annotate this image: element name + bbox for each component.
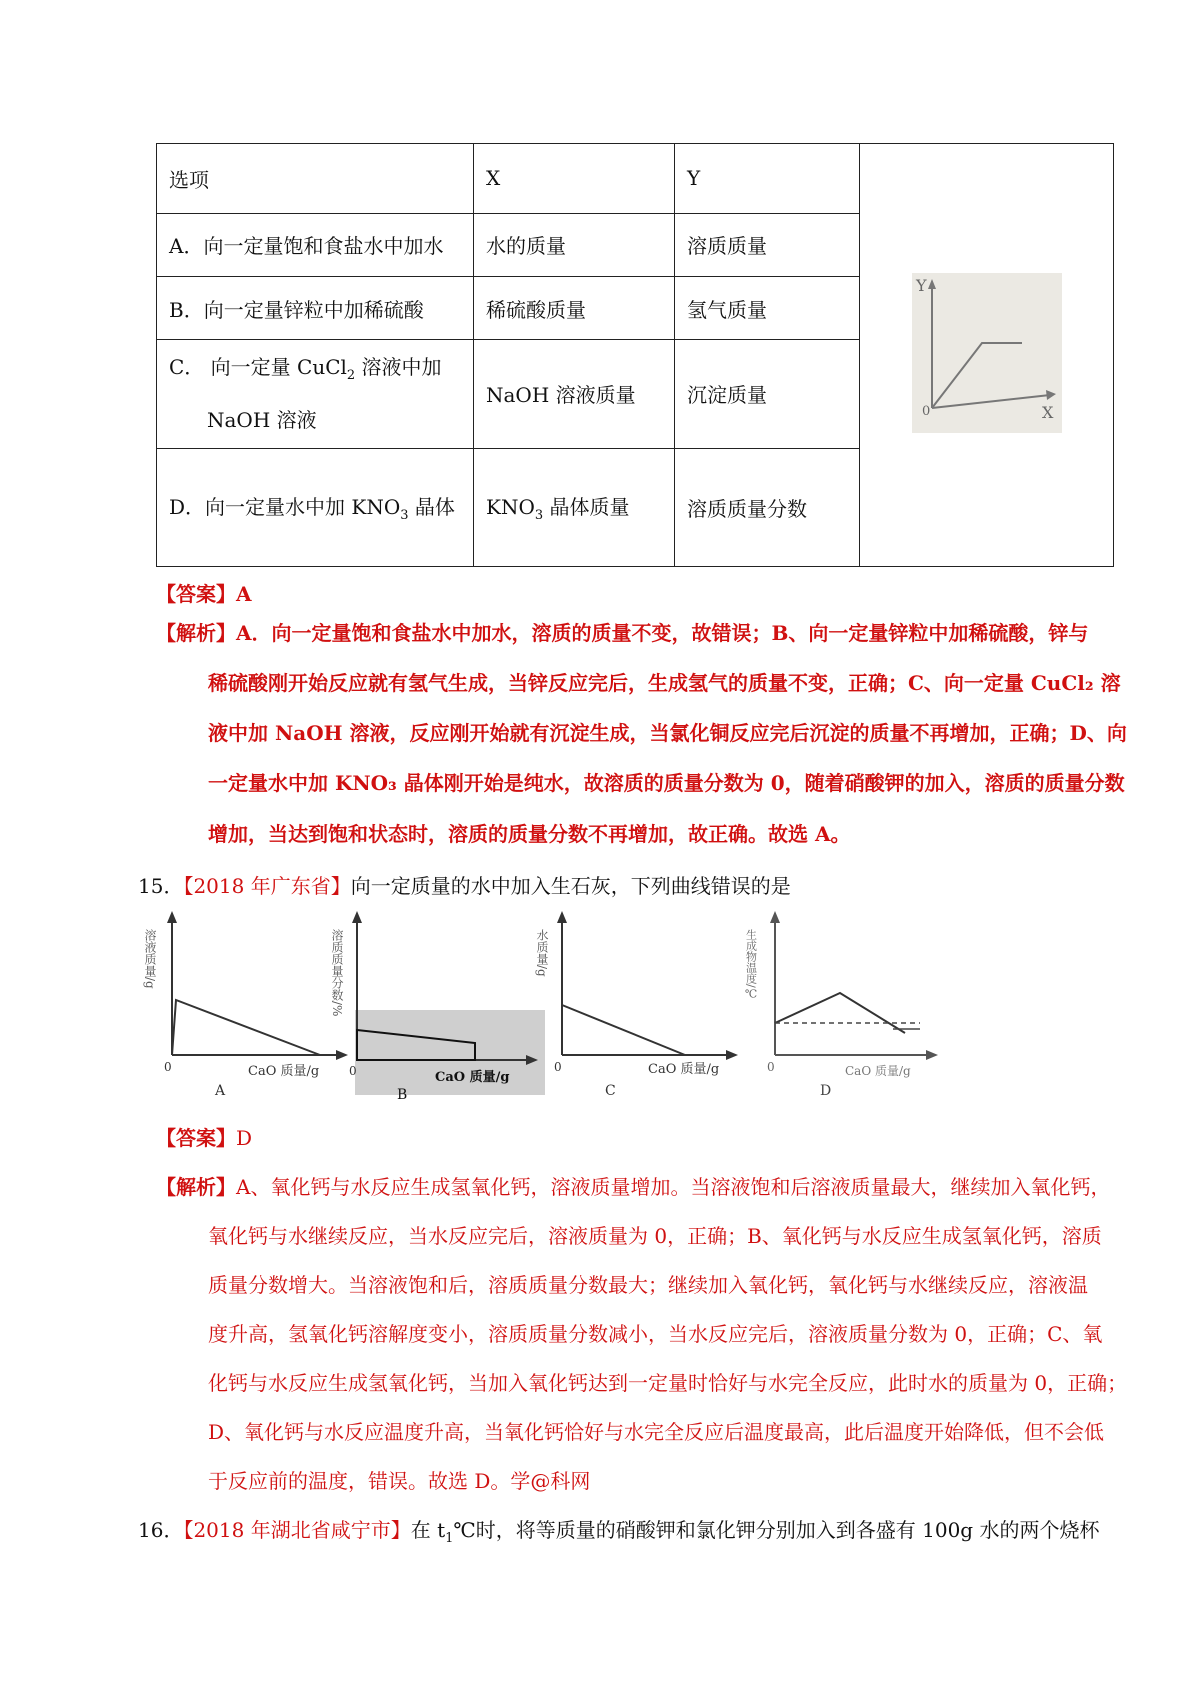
question-number: 16． [138,1518,184,1542]
fig-d-tag: D [820,1083,832,1099]
analysis-line: 度升高，氢氧化钙溶解度变小，溶质质量分数减小，当水反应完后，溶液质量分数为 0，正确；C、氧 [208,1322,1103,1346]
question-number: 15． [138,874,184,898]
x-d: $KNO_3$ 晶体质量 [474,448,675,566]
fig-a-tag: A [215,1083,226,1099]
q14-answer: 【答案】A [156,582,252,606]
x-b: 稀硫酸质量 [474,276,675,339]
q15-answer: 【答案】D [156,1126,253,1150]
option-d: D．向一定量水中加 $KNO_3$ 晶体 [157,448,474,566]
figure-a [143,905,360,1100]
x-a: 水的质量 [474,213,675,276]
fig-c-xlabel: CaO 质量/g [648,1062,720,1077]
fig-b-xlabel: CaO 质量/g [435,1070,510,1085]
y-b: 氢气质量 [675,276,860,339]
analysis-line: 质量分数增大。当溶液饱和后，溶质质量分数最大；继续加入氧化钙，氧化钙与水继续反应，溶液温 [208,1273,1088,1297]
y-d: 溶质质量分数 [675,448,860,566]
fig-d-ylabel: 生成物温度/℃ [744,929,758,1001]
fig-b-origin: 0 [349,1064,357,1078]
graph-y-label: Y [915,275,927,295]
question-source: 【2018 年广东省】 [183,874,351,898]
fig-a-origin: 0 [164,1060,172,1074]
y-c: 沉淀质量 [675,340,860,449]
figure-c [535,905,750,1100]
analysis-line: 化钙与水反应生成氢氧化钙，当加入氧化钙达到一定量时恰好与水完全反应，此时水的质量为 0，正确； [208,1371,1128,1395]
header-option: 选项 [157,144,474,214]
analysis-line: 液中加 NaOH 溶液，反应刚开始就有沉淀生成，当氯化铜反应完后沉淀的质量不再增加，正确；D、向 [208,721,1127,745]
fig-b-ylabel: 溶质质量分数/% [330,929,344,1017]
fig-c-tag: C [605,1083,616,1099]
graph-x-label: X [1041,402,1053,422]
question-source: 【2018 年湖北省咸宁市】 [183,1518,411,1542]
analysis-line: A、氧化钙与水反应生成氢氧化钙，溶液质量增加。当溶液饱和后溶液质量最大，继续加入氧化钙， [236,1175,1111,1199]
q15-analysis-label: 【解析】 [156,1175,236,1199]
option-b: B．向一定量锌粒中加稀硫酸 [157,276,474,339]
graph-origin: 0 [921,403,930,419]
fig-d-xlabel: CaO 质量/g [845,1064,911,1078]
options-table [156,143,1114,567]
analysis-line: 稀硫酸刚开始反应就有氢气生成，当锌反应完后，生成氢气的质量不变，正确；C、向一定量 CuCl₂ 溶 [208,671,1121,695]
option-a: A．向一定量饱和食盐水中加水 [157,213,474,276]
header-x: X [474,144,675,214]
x-c: NaOH 溶液质量 [474,340,675,449]
figure-d [745,905,955,1100]
fig-b-tag: B [397,1087,408,1103]
figure-b [330,905,550,1105]
analysis-line: A．向一定量饱和食盐水中加水，溶质的质量不变，故错误；B、向一定量锌粒中加稀硫酸，锌与 [236,621,1089,645]
fig-d-origin: 0 [767,1060,775,1074]
fig-c-origin: 0 [554,1060,562,1074]
analysis-line: 增加，当达到饱和状态时，溶质的质量分数不再增加，故正确。故选 A。 [208,822,851,846]
q16-stem: 16．【2018 年湖北省咸宁市】在 $t_1℃$时，将等质量的硝酸钾和氯化钾分别加入到各盛有 100g 水的两个烧杯 [138,1518,1100,1546]
graph-cell [860,144,1114,567]
fig-a-ylabel: 溶液质量/g [143,929,157,989]
option-c: C． 向一定量 CuCl$_2$ 溶液中加 NaOH 溶液 [157,340,474,449]
analysis-line: D、氧化钙与水反应温度升高，当氧化钙恰好与水完全反应后温度最高，此后温度开始降低，但不会低 [208,1420,1105,1444]
answer-graph [912,273,1062,433]
q15-figures [143,905,1030,1105]
q14-analysis-label: 【解析】 [156,621,236,645]
table-header-row [157,144,1114,214]
header-y: Y [675,144,860,214]
fig-a-xlabel: CaO 质量/g [248,1064,320,1079]
y-a: 溶质质量 [675,213,860,276]
analysis-line: 氧化钙与水继续反应，当水反应完后，溶液质量为 0，正确；B、氧化钙与水反应生成氢氧化钙，溶质 [208,1224,1102,1248]
analysis-line: 一定量水中加 KNO₃ 晶体刚开始是纯水，故溶质的质量分数为 0，随着硝酸钾的加入，溶质的质量分数 [208,771,1125,795]
fig-c-ylabel: 水质量/g [535,929,549,977]
question-text: 向一定质量的水中加入生石灰，下列曲线错误的是 [350,874,791,898]
analysis-line: 于反应前的温度，错误。故选 D。学@科网 [208,1469,591,1493]
q15-stem [138,870,791,899]
